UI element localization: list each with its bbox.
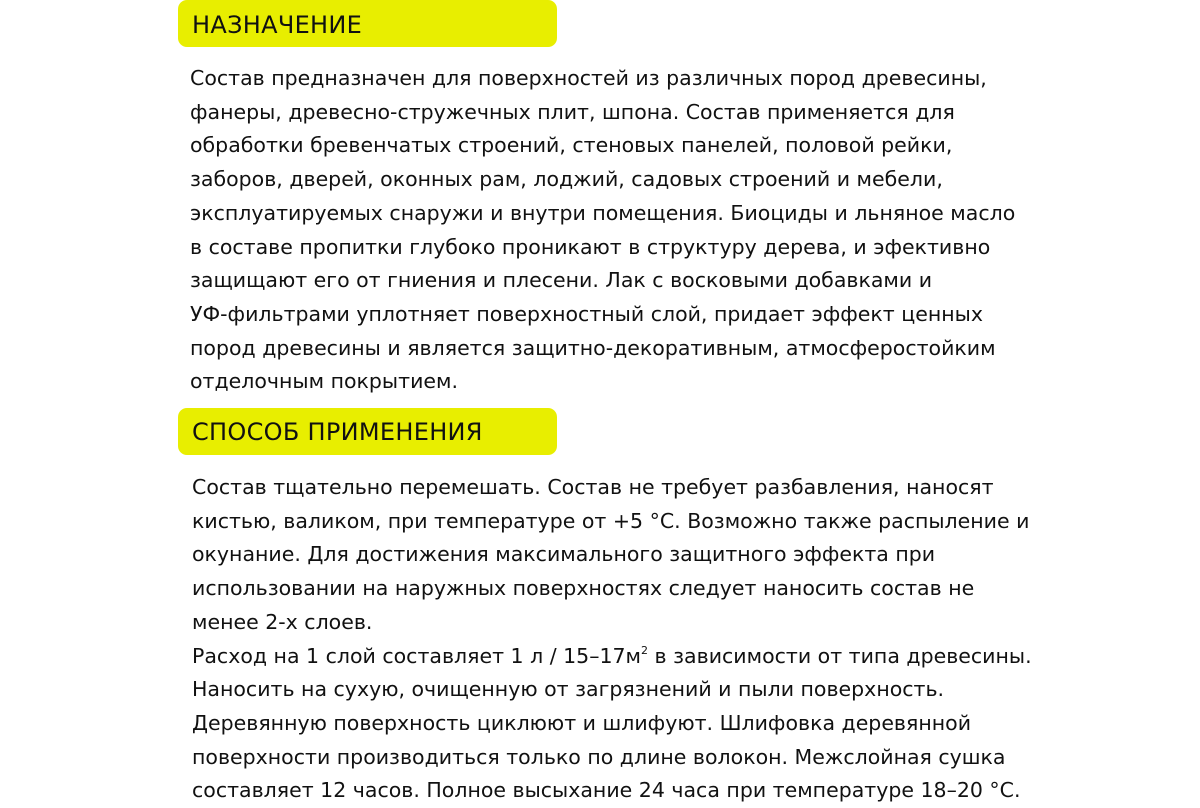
application-line: Состав тщательно перемешать. Состав не требует разбавления, наносят [192, 475, 994, 499]
consumption-text: Расход на 1 слой составляет 1 л / 15–17м [192, 643, 642, 668]
purpose-line: эксплуатируемых снаружи и внутри помещения. Биоциды и льняное масло [190, 200, 1016, 225]
purpose-line: УФ-фильтрами уплотняет поверхностный слой, придает эффект ценных [190, 301, 983, 326]
application-line: использовании на наружных поверхностях следует наносить состав не [192, 576, 975, 601]
application-line: менее 2-х слоев. [192, 609, 373, 634]
application-line: кистью, валиком, при температуре от +5 °С. Возможно также распыление и [192, 508, 1030, 533]
section-header-application [178, 408, 557, 455]
purpose-line: пород древесины и является защитно-декоративным, атмосферостойким [190, 335, 996, 360]
purpose-paragraph [190, 62, 1015, 399]
application-line: составляет 12 часов. Полное высыхание 24 часа при температуре 18–20 °С. [192, 778, 1021, 803]
purpose-line: обработки бревенчатых строений, стеновых панелей, половой рейки, [190, 133, 953, 158]
application-paragraph [192, 471, 1032, 808]
purpose-line: в составе пропитки глубоко проникают в структуру дерева, и эфективно [190, 234, 991, 259]
purpose-line: фанеры, древесно-стружечных плит, шпона. Состав применяется для [190, 99, 955, 124]
purpose-line: защищают его от гниения и плесени. Лак с восковыми добавками и [190, 268, 933, 293]
section-header-purpose [178, 0, 557, 47]
purpose-line: Состав предназначен для поверхностей из различных пород древесины, [190, 66, 987, 90]
section-title-application: СПОСОБ ПРИМЕНЕНИЯ [192, 417, 483, 446]
application-line: Наносить на сухую, очищенную от загрязнений и пыли поверхность. [192, 677, 945, 702]
purpose-line: отделочным покрытием. [190, 369, 458, 394]
application-line-consumption [192, 640, 1032, 674]
application-line: Деревянную поверхность циклюют и шлифуют. Шлифовка деревянной [192, 710, 972, 735]
square-superscript: 2 [641, 643, 649, 657]
application-line: поверхности производиться только по длине волокон. Межслойная сушка [192, 744, 1006, 769]
section-title-purpose: НАЗНАЧЕНИЕ [192, 10, 363, 39]
consumption-text-tail: в зависимости от типа древесины. [648, 643, 1032, 668]
application-line: окунание. Для достижения максимального защитного эффекта при [192, 542, 936, 567]
purpose-line: заборов, дверей, оконных рам, лоджий, садовых строений и мебели, [190, 167, 943, 192]
